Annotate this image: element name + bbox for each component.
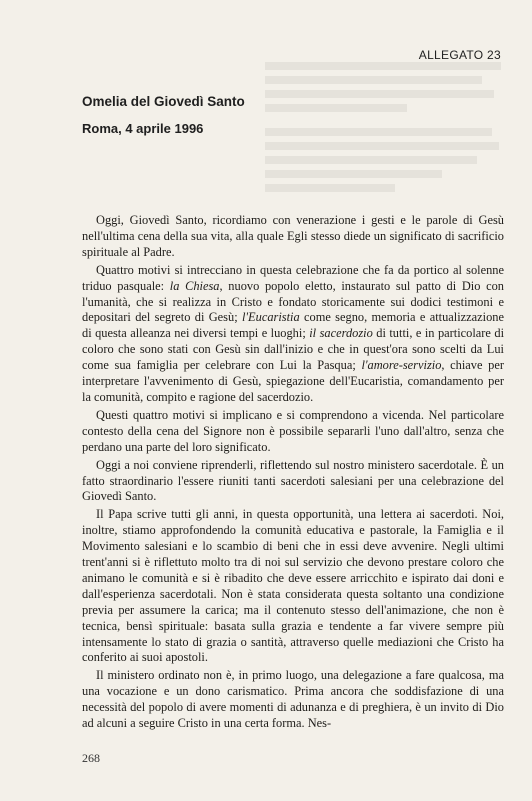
text-run: di tutti, e in particolare di coloro che sono stati con Gesù sin dall'inizio e che in quest'ora sono scelti da Lui come sua famiglia per celebrare con Lui la Pasqua; <box>82 326 505 373</box>
text-run: Questi quattro motivi si implicano e si comprendono a vicenda. Nel particolare contesto della cena del Signore non è possibile separarli l'uno dall'altro, senza che perdano una parte del loro significato. <box>82 407 504 454</box>
body-paragraph <box>82 408 504 456</box>
text-run: Il ministero ordinato non è, in primo luogo, una delegazione a fare qualcosa, ma una vocazione e un dono carismatico. Prima ancora che soddisfazione di una necessità del popolo di avere momenti di adunanza e di preghiera, è un invito di Dio ad alcuni a seguire Cristo in una certa forma. Nes- <box>82 668 504 731</box>
document-subtitle: Roma, 4 aprile 1996 <box>82 121 204 136</box>
italic-term: l'amore-servizio <box>361 358 442 373</box>
body-paragraph <box>82 213 504 261</box>
italic-term: il sacerdozio <box>309 326 373 341</box>
body-paragraph <box>82 668 504 732</box>
body-text <box>82 213 504 734</box>
bleed-through-text <box>265 62 501 198</box>
document-title: Omelia del Giovedì Santo <box>82 94 245 109</box>
page-number: 268 <box>82 751 100 765</box>
text-run: Il Papa scrive tutti gli anni, in questa opportunità, una lettera ai sacerdoti. Noi, inoltre, stiamo approfondendo la comunità educativa e pastorale, la Famiglia e il Movimento salesiani e lo scambio di beni che in essi deve avvenire. Negli ultimi trent'anni si è riflettuto molto tra di noi sul servizio che devono prestare coloro che animano le comunità e si è ribadito che deve essere arricchito e ispirato dai doni e dall'esperienza sacerdotali. Non è stata considerata questa soltanto una condizione previa per assumere la carica; ma il contenuto stesso dell'animazione, che non è tecnica, bensì spirituale: basata sulla grazia e tendente a far vivere sempre più intensamente lo stato di grazia o santità, attraverso quelle mediazioni che Cristo ha conferito ai suoi apostoli. <box>82 507 504 665</box>
text-run: Oggi, Giovedì Santo, ricordiamo con venerazione i gesti e le parole di Gesù nell'ultima cena della sua vita, alla quale Egli stesso diede un significato di sacrificio spirituale al Padre. <box>82 213 504 259</box>
text-run: , chiave per interpretare l'avvenimento di Gesù, spiegazione dell'Eucaristia, comandamento per la comunità, compito e ragione del sacerdozio. <box>82 358 504 404</box>
body-paragraph <box>82 507 504 666</box>
italic-term: l'Eucaristia <box>241 310 300 325</box>
text-run: Quattro motivi si intrecciano in questa celebrazione che fa da portico al solenne triduo pasquale: <box>82 262 504 293</box>
italic-term: la Chiesa <box>169 278 220 293</box>
body-paragraph <box>82 458 504 506</box>
body-paragraph <box>82 263 504 406</box>
text-run: come segno, memoria e attualizzazione di questa alleanza nei diversi tempi e luoghi; <box>82 310 504 341</box>
text-run: Oggi a noi conviene riprenderli, riflettendo sul nostro ministero sacerdotale. È un fatto straordinario l'essere riuniti tanti sacerdoti salesiani per una celebrazione del Giovedì Santo. <box>82 457 504 504</box>
page-header: ALLEGATO 23 <box>418 48 501 62</box>
text-run: , nuovo popolo eletto, instaurato sul patto di Dio con l'umanità, che si realizza in Cristo e fondato storicamente sui dodici testimoni e depositari del segreto di Gesù; <box>82 278 505 325</box>
